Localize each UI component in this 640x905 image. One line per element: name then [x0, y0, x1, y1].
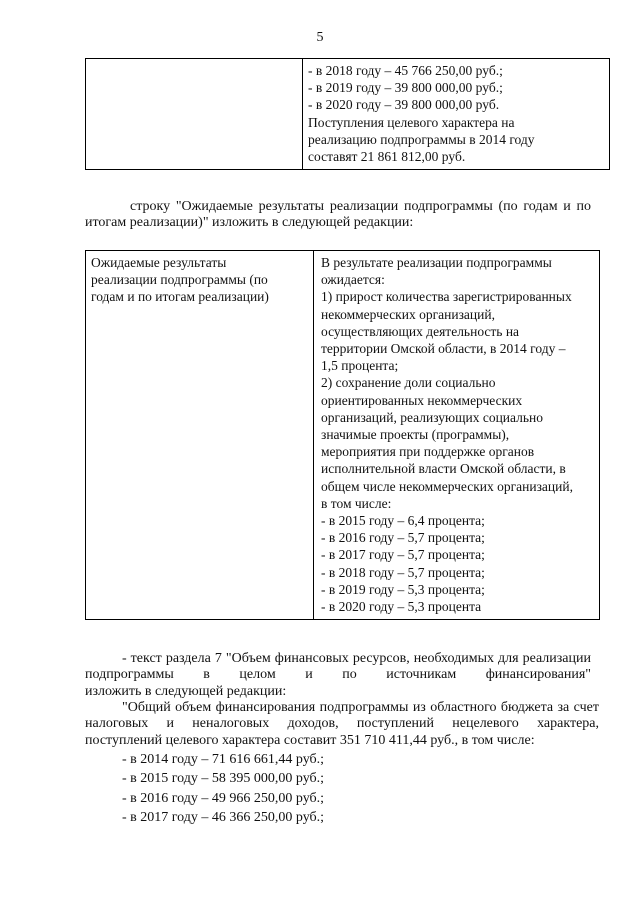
table2-left-cell — [86, 251, 314, 620]
paragraph-section7-intro-end: изложить в следующей редакции: — [85, 684, 287, 699]
table2-right-cell — [314, 251, 600, 620]
table1-line: составят 21 861 812,00 руб. — [308, 149, 466, 165]
table2-right-line: - в 2017 году – 5,7 процента; — [321, 547, 485, 563]
table2-right-line: ожидается: — [321, 272, 385, 288]
list-item: - в 2016 году – 49 966 250,00 руб.; — [122, 790, 325, 806]
table2-right-line: некоммерческих организаций, — [321, 306, 495, 322]
table2-right-line: - в 2016 году – 5,7 процента; — [321, 530, 485, 546]
table2-right-line: 2) сохранение доли социально — [321, 375, 496, 391]
table2-right-line: осуществляющих деятельность на — [321, 323, 520, 339]
table1-line: реализацию подпрограммы в 2014 году — [308, 131, 535, 147]
table2-right-line: - в 2019 году – 5,3 процента; — [321, 581, 485, 597]
paragraph-total-financing-end: поступлений целевого характера составит 351 710 411,44 руб., в том числе: — [85, 733, 535, 748]
list-item: - в 2017 году – 46 366 250,00 руб.; — [122, 809, 325, 825]
table2-right-line: В результате реализации подпрограммы — [321, 255, 552, 270]
table2-right-line: организаций, реализующих социально — [321, 409, 544, 425]
list-item: - в 2014 году – 71 616 661,44 руб.; — [122, 752, 325, 767]
table2-left-line: годам и по итогам реализации) — [91, 289, 269, 305]
paragraph-total-financing: "Общий объем финансирования подпрограммы из областного бюджета за счет налоговых и неналоговых доходов, поступлений нецелевого характера, — [85, 700, 599, 732]
table2-right-line: - в 2015 году – 6,4 процента; — [321, 513, 485, 529]
paragraph-section7-intro: - текст раздела 7 "Объем финансовых ресурсов, необходимых для реализации подпрограммы в целом и по источникам финансирования" — [85, 651, 591, 683]
table2-right-line: - в 2018 году – 5,7 процента; — [321, 564, 485, 580]
expected-results-table — [85, 250, 600, 620]
table2-right-line: 1) прирост количества зарегистрированных — [321, 289, 572, 305]
table1-line: Поступления целевого характера на — [308, 114, 515, 130]
table2-left-line: реализации подпрограммы (по — [91, 272, 268, 288]
financing-by-year-list — [122, 750, 324, 827]
table1-line: - в 2019 году – 39 800 000,00 руб.; — [308, 80, 503, 96]
table2-right-line: территории Омской области, в 2014 году – — [321, 341, 566, 357]
financing-table-fragment — [85, 58, 610, 170]
page-number: 5 — [316, 30, 324, 45]
paragraph-expected-results-intro: строку "Ожидаемые результаты реализации подпрограммы (по годам и по итогам реализации)" изложить в следующей редакции: — [85, 199, 591, 231]
table2-right-line: ориентированных некоммерческих — [321, 392, 523, 408]
table2-right-line: мероприятия при поддержке органов — [321, 444, 535, 460]
table1-line: - в 2018 году – 45 766 250,00 руб.; — [308, 63, 503, 78]
table2-right-line: - в 2020 году – 5,3 процента — [321, 599, 482, 615]
table1-line: - в 2020 году – 39 800 000,00 руб. — [308, 97, 500, 113]
table2-right-line: в том числе: — [321, 495, 392, 511]
table2-right-line: общем числе некоммерческих организаций, — [321, 478, 573, 494]
table1-right-cell — [303, 59, 610, 170]
table2-left-line: Ожидаемые результаты — [91, 255, 227, 270]
table2-right-line: 1,5 процента; — [321, 358, 399, 374]
list-item: - в 2015 году – 58 395 000,00 руб.; — [122, 771, 325, 787]
table1-left-cell — [86, 59, 303, 170]
table2-right-line: исполнительной власти Омской области, в — [321, 461, 566, 477]
table2-right-line: значимые проекты (программы), — [321, 427, 510, 443]
